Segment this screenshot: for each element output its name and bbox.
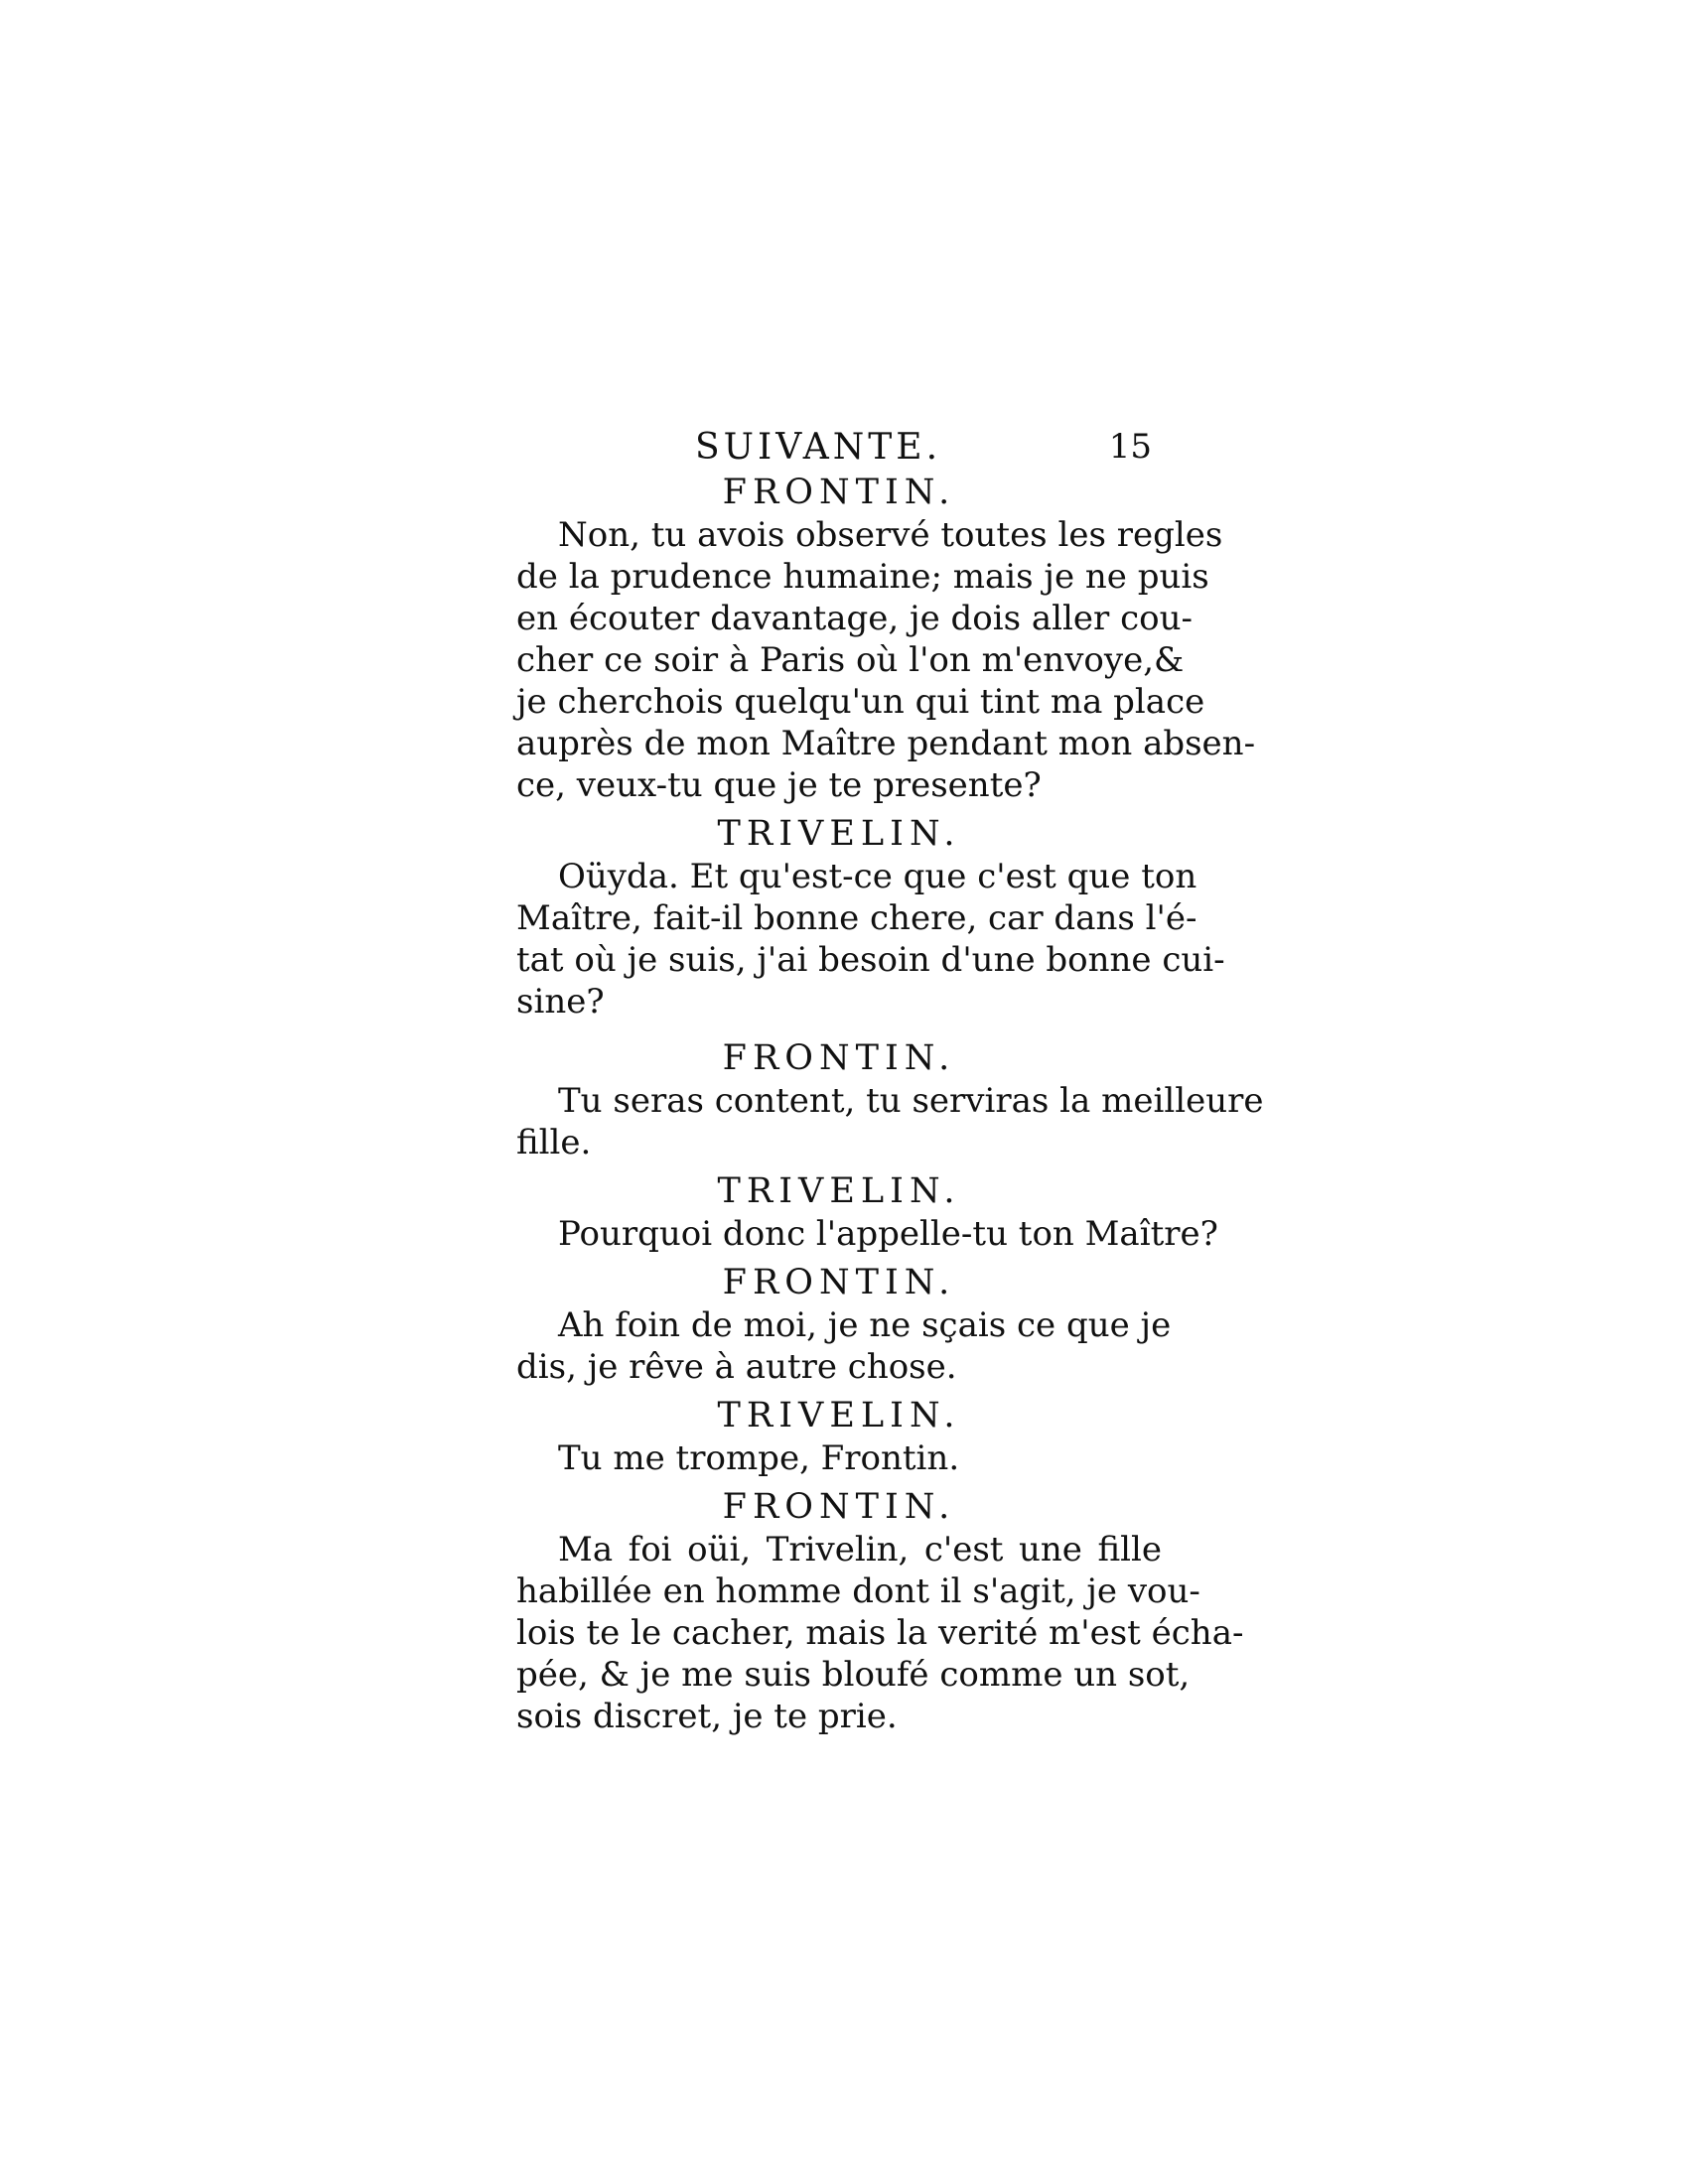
speech-line: Maître, fait-il bonne chere, car dans l'é- [516,898,1197,938]
speech-line: pée, & je me suis bloufé comme un sot, [516,1655,1191,1695]
speech-line: sois discret, je te prie. [516,1697,898,1736]
running-head [516,427,1162,471]
running-title: SUIVANTE. [695,427,942,468]
speech-text [516,1213,1218,1255]
speech-text [516,1080,1264,1163]
speech-text [516,1529,1244,1737]
speech-line: de la prudence humaine; mais je ne puis [516,557,1209,597]
speech-line: auprès de mon Maître pendant mon absen- [516,724,1256,763]
speech-line: Tu seras content, tu serviras la meilleure [558,1081,1264,1121]
speaker-name: TRIVELIN. [717,1171,961,1211]
speaker-name: FRONTIN. [722,1263,956,1302]
speaker-name: TRIVELIN. [717,1396,961,1435]
page-number: 15 [1108,427,1152,467]
speech-line: lois te le cacher, mais la verité m'est écha- [516,1613,1244,1653]
speech-line: tat où je suis, j'ai besoin d'une bonne cui- [516,940,1225,980]
speech-text [516,1437,1162,1479]
speech-line: ce, veux-tu que je te presente? [516,765,1042,805]
speech-line: Non, tu avois observé toutes les regles [558,515,1223,555]
speech-line: Tu me trompe, Frontin. [558,1438,960,1478]
speech-line: dis, je rêve à autre chose. [516,1347,957,1387]
speaker-name: TRIVELIN. [717,814,961,854]
speaker-name: FRONTIN. [722,1038,956,1078]
speech-line: en écouter davantage, je dois aller cou- [516,599,1193,638]
speech-line: Ah foin de moi, je ne sçais ce que je [558,1305,1172,1345]
speech-line: habillée en homme dont il s'agit, je vou- [516,1571,1200,1611]
speaker-name: FRONTIN. [722,473,956,512]
speech-line: sine? [516,982,605,1022]
speech-line: cher ce soir à Paris où l'on m'envoye,& [516,640,1185,680]
speech-text [516,1304,1172,1388]
speech-text [516,514,1256,806]
speech-text [516,856,1225,1023]
speech-line: fille. [516,1123,592,1162]
speech-line: Oüyda. Et qu'est-ce que c'est que ton [558,857,1197,896]
speech-line: Ma foi oüi, Trivelin, c'est une fille [558,1530,1162,1570]
book-page [516,427,1264,1743]
speech-line: je cherchois quelqu'un qui tint ma place [516,682,1205,722]
speech-line: Pourquoi donc l'appelle-tu ton Maître? [558,1214,1218,1254]
speaker-name: FRONTIN. [722,1487,956,1527]
